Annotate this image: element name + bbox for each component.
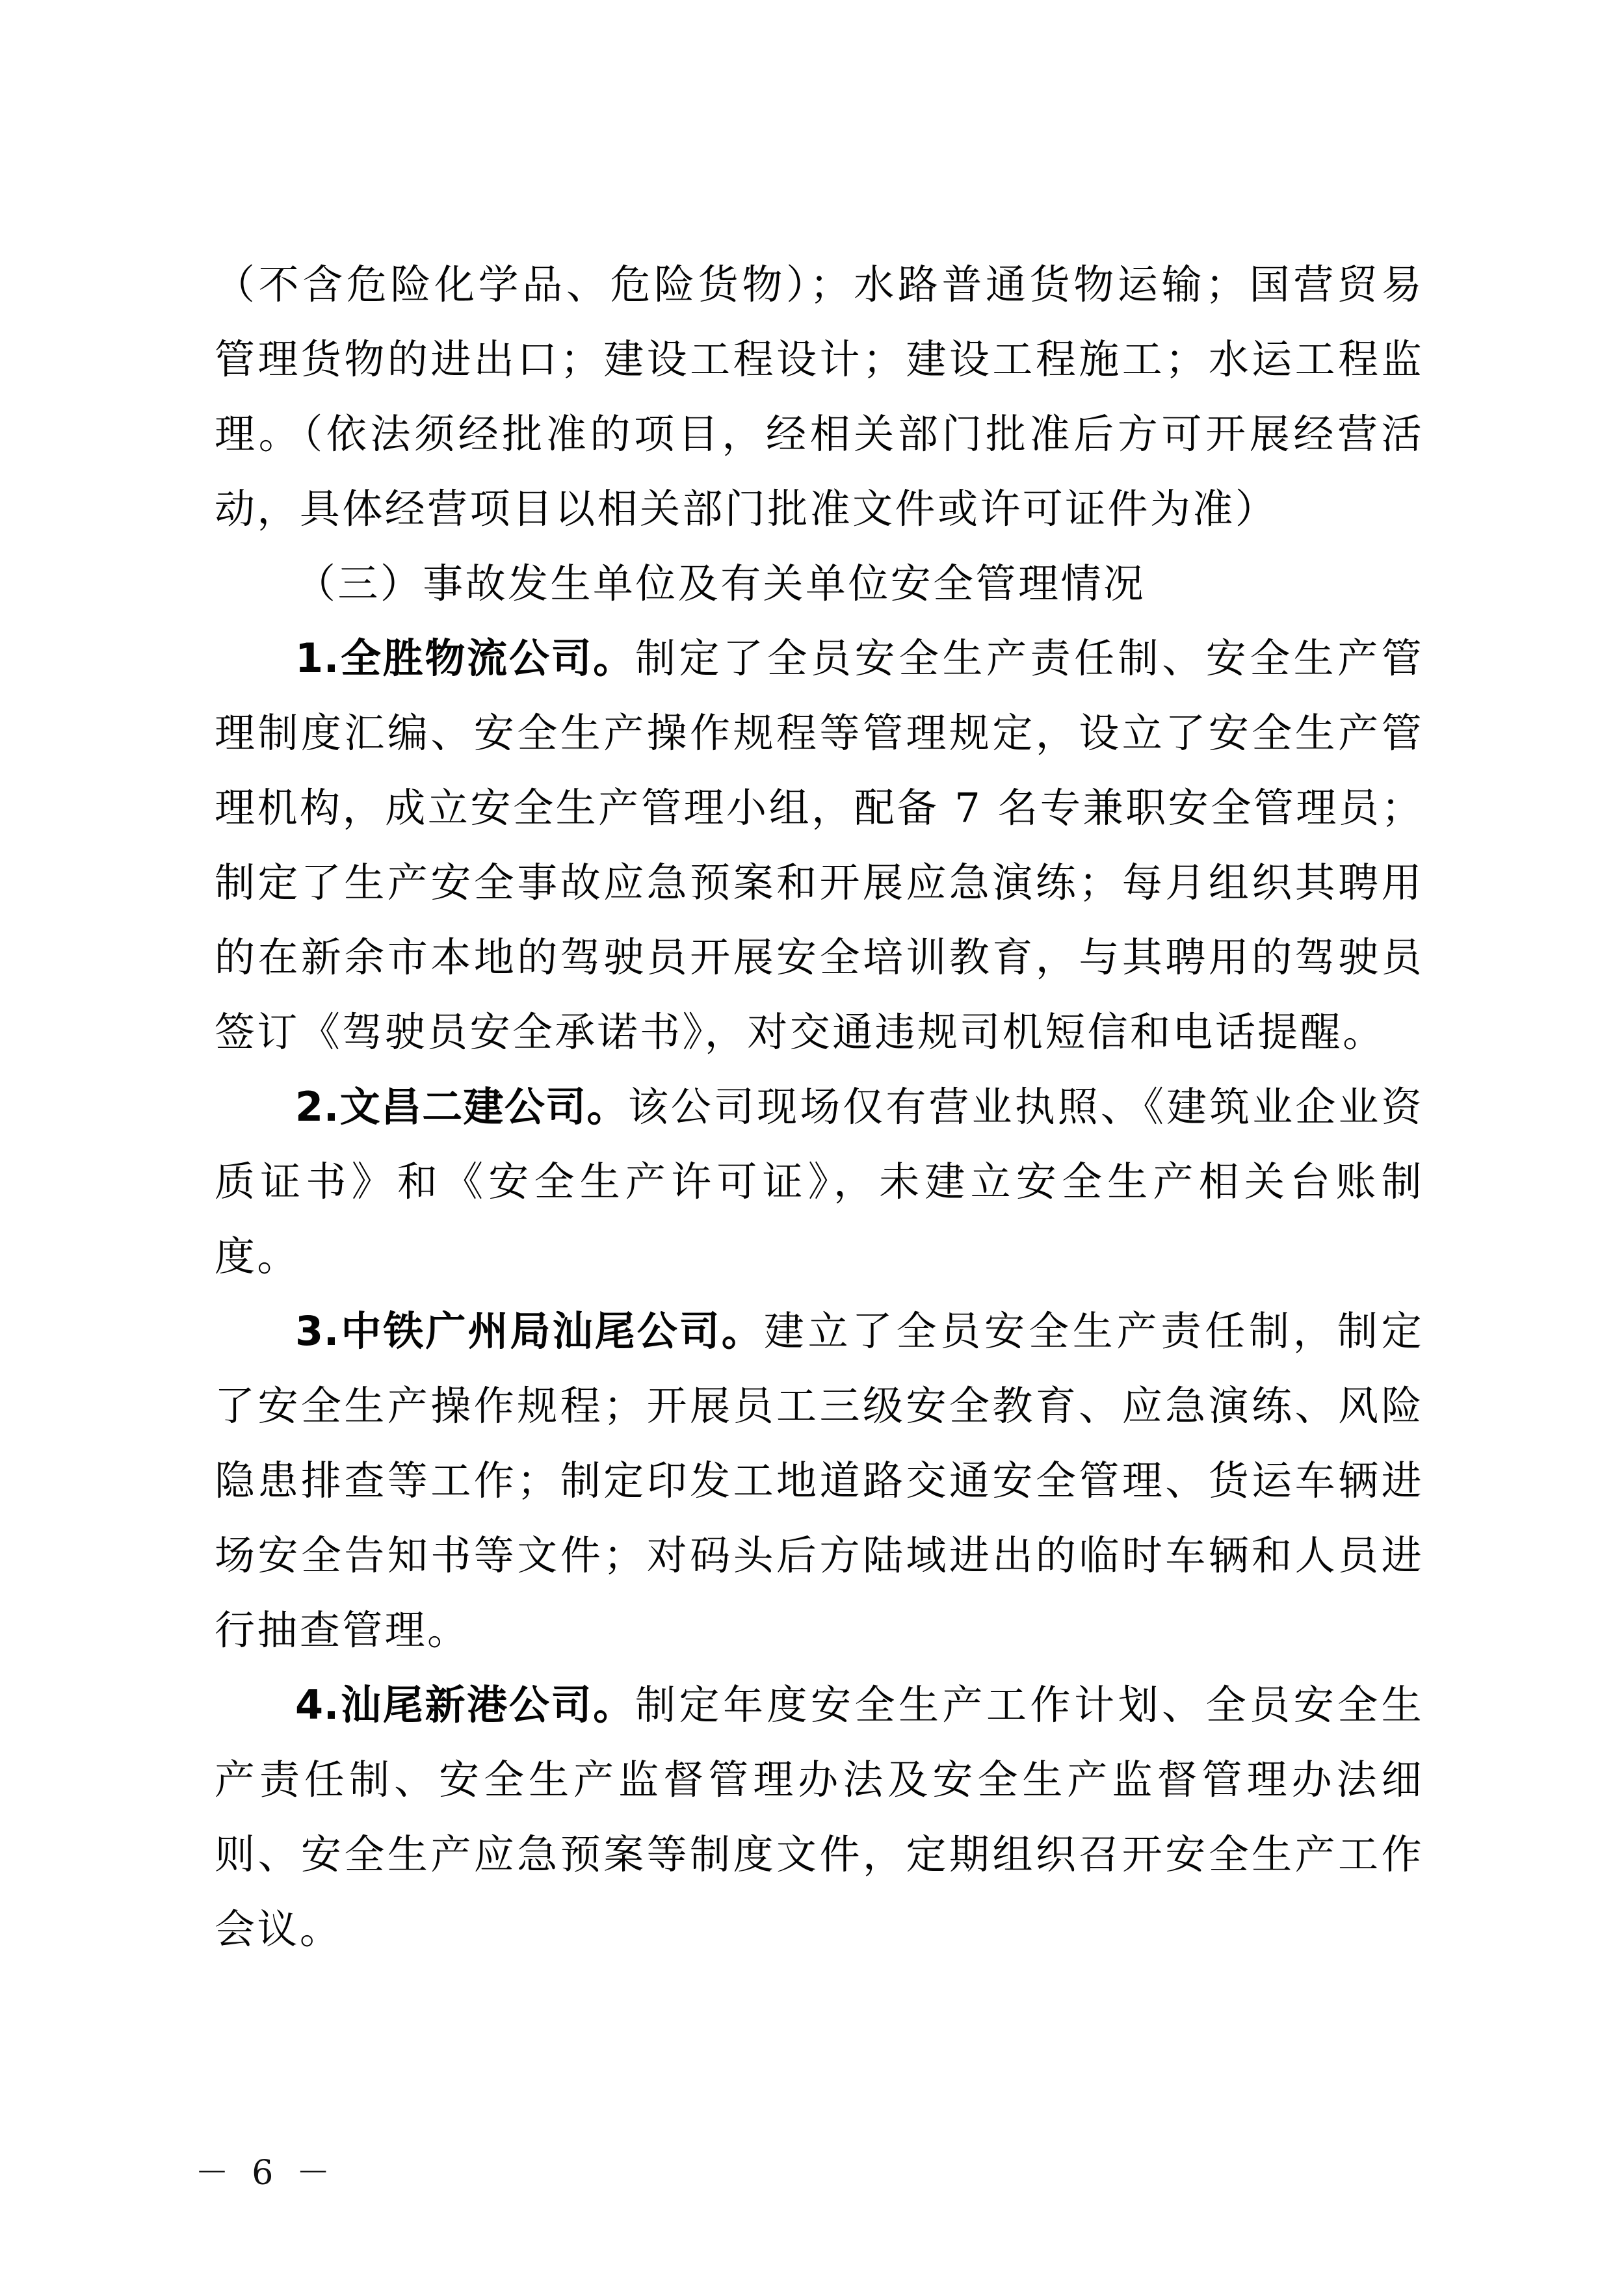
page-number: － 6 － — [195, 2154, 336, 2193]
paragraph-text-4: 制定年度安全生产工作计划、全员安全生产责任制、安全生产监督管理办法及安全生产监督管理办法细则、安全生产应急预案等制度文件，定期组织召开安全生产工作会议。 — [215, 1681, 1424, 1953]
paragraph-lead-3: 3.中铁广州局汕尾公司。 — [295, 1307, 764, 1355]
document-text-column — [215, 247, 1424, 1966]
paragraph-text-3: 建立了全员安全生产责任制，制定了安全生产操作规程；开展员工三级安全教育、应急演练、风险隐患排查等工作；制定印发工地道路交通安全管理、货运车辆进场安全告知书等文件；对码头后方陆域进出的临时车辆和人员进行抽查管理。 — [215, 1307, 1424, 1654]
paragraph-continued: （不含危险化学品、危险货物）；水路普通货物运输；国营贸易管理货物的进出口；建设工程设计；建设工程施工；水运工程监理。（依法须经批准的项目，经相关部门批准后方可开展经营活动，具体经营项目以相关部门批准文件或许可证件为准） — [215, 261, 1424, 532]
numbered-paragraph-3 — [215, 1294, 1424, 1667]
paragraph-lead-4: 4.汕尾新港公司。 — [295, 1681, 636, 1729]
paragraph-text-1: 制定了全员安全生产责任制、安全生产管理制度汇编、安全生产操作规程等管理规定，设立了安全生产管理机构，成立安全生产管理小组，配备 7 名专兼职安全管理员；制定了生产安全事故应急预案和开展应急演练；每月组织其聘用的在新余市本地的驾驶员开展安全培训教育，与其聘用的驾驶员签订《驾驶员安全承诺书》，对交通违规司机短信和电话提醒。 — [215, 634, 1424, 1056]
paragraph-lead-1: 1.全胜物流公司。 — [295, 634, 636, 682]
numbered-paragraph-1 — [215, 621, 1424, 1069]
paragraph-lead-2: 2.文昌二建公司。 — [295, 1083, 628, 1130]
page-footer — [0, 2145, 1613, 2194]
numbered-paragraph-4 — [215, 1667, 1424, 1966]
section-heading: （三）事故发生单位及有关单位安全管理情况 — [295, 560, 1146, 607]
numbered-paragraph-2 — [215, 1069, 1424, 1294]
paragraph-text-2: 该公司现场仅有营业执照、《建筑业企业资质证书》和《安全生产许可证》，未建立安全生产相关台账制度。 — [215, 1083, 1424, 1280]
